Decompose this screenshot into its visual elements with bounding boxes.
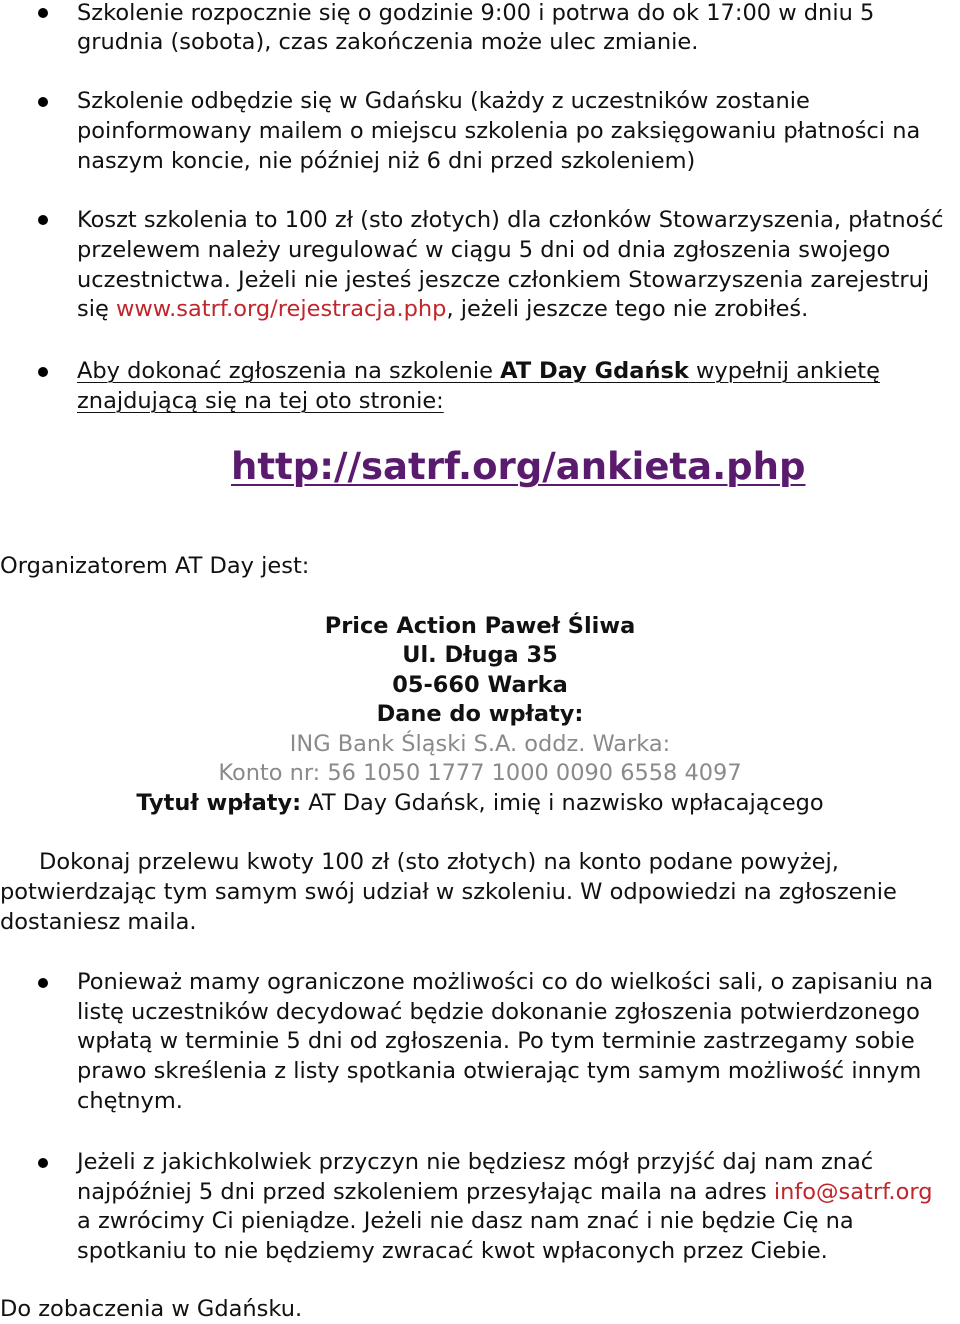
payment-heading: Dane do wpłaty: xyxy=(376,701,584,727)
bullet3-line2: przelewem należy uregulować w ciągu 5 dni od dnia zgłoszenia swojego xyxy=(77,237,891,263)
bullet-icon xyxy=(38,97,48,107)
bullet-icon xyxy=(38,978,48,988)
bullet4-line1-suffix: wypełnij ankietę xyxy=(688,358,880,384)
bullet5-line2: listę uczestników decydować będzie dokonanie zgłoszenia potwierdzonego xyxy=(77,999,920,1025)
organizer-heading: Organizatorem AT Day jest: xyxy=(0,553,310,579)
bullet2-line1: Szkolenie odbędzie się w Gdańsku (każdy z uczestników zostanie xyxy=(77,88,810,114)
bank-name: ING Bank Śląski S.A. oddz. Warka: xyxy=(289,731,671,757)
bullet-icon xyxy=(38,215,48,225)
bullet3-line4-prefix: się xyxy=(77,296,116,322)
transfer-line2: potwierdzając tym samym swój udział w szkoleniu. W odpowiedzi na zgłoszenie xyxy=(0,879,897,905)
bullet-icon xyxy=(38,8,48,18)
payment-title-value: AT Day Gdańsk, imię i nazwisko wpłacającego xyxy=(301,790,824,816)
bullet2-line2: poinformowany mailem o miejscu szkolenia po zaksięgowaniu płatności na xyxy=(77,118,921,144)
organizer-name: Price Action Paweł Śliwa xyxy=(324,613,636,639)
account-number: Konto nr: 56 1050 1777 1000 0090 6558 4097 xyxy=(218,760,742,786)
registration-link[interactable]: www.satrf.org/rejestracja.php xyxy=(115,296,447,322)
payment-title-label: Tytuł wpłaty: xyxy=(136,790,302,816)
ankieta-link[interactable]: http://satrf.org/ankieta.php xyxy=(231,445,806,488)
transfer-line3: dostaniesz maila. xyxy=(0,909,197,935)
bullet6-line4: spotkaniu to nie będziemy zwracać kwot wpłaconych przez Ciebie. xyxy=(77,1238,828,1264)
bullet3-line3: uczestnictwa. Jeżeli nie jesteś jeszcze członkiem Stowarzyszenia zarejestruj xyxy=(77,267,930,293)
email-link[interactable]: info@satrf.org xyxy=(773,1179,933,1205)
bullet3-line1: Koszt szkolenia to 100 zł (sto złotych) dla członków Stowarzyszenia, płatność xyxy=(77,207,944,233)
event-name: AT Day Gdańsk xyxy=(500,358,689,384)
bullet-icon xyxy=(38,1158,48,1168)
closing-line: Do zobaczenia w Gdańsku. xyxy=(0,1296,303,1322)
bullet2-line3: naszym koncie, nie później niż 6 dni przed szkoleniem) xyxy=(77,148,696,174)
bullet5-line5: chętnym. xyxy=(77,1088,183,1114)
bullet5-line4: prawo skreślenia z listy spotkania otwierając tym samym możliwość innym xyxy=(77,1058,922,1084)
bullet3-line4-suffix: , jeżeli jeszcze tego nie zrobiłeś. xyxy=(446,296,809,322)
bullet4-line1-prefix: Aby dokonać zgłoszenia na szkolenie xyxy=(77,358,501,384)
bullet6-line1: Jeżeli z jakichkolwiek przyczyn nie będziesz mógł przyjść daj nam znać xyxy=(77,1149,874,1175)
bullet3-line4 xyxy=(77,294,808,324)
organizer-street: Ul. Długa 35 xyxy=(402,642,558,668)
bullet5-line3: wpłatą w terminie 5 dni od zgłoszenia. Po tym terminie zastrzegamy sobie xyxy=(77,1028,915,1054)
bullet1-line1: Szkolenie rozpocznie się o godzinie 9:00 i potrwa do ok 17:00 w dniu 5 xyxy=(77,0,875,26)
bullet6-line2-prefix: najpóźniej 5 dni przed szkoleniem przesyłając maila na adres xyxy=(77,1179,774,1205)
bullet-icon xyxy=(38,367,48,377)
bullet6-line2 xyxy=(77,1177,932,1207)
bullet6-line3: a zwrócimy Ci pieniądze. Jeżeli nie dasz nam znać i nie będzie Cię na xyxy=(77,1208,854,1234)
bullet1-line2: grudnia (sobota), czas zakończenia może ulec zmianie. xyxy=(77,29,699,55)
transfer-line1: Dokonaj przelewu kwoty 100 zł (sto złotych) na konto podane powyżej, xyxy=(39,849,839,875)
payment-title xyxy=(1,788,959,818)
bullet4-line2: znajdującą się na tej oto stronie: xyxy=(77,388,444,414)
organizer-city: 05-660 Warka xyxy=(392,672,568,698)
bullet4-line1 xyxy=(77,356,880,386)
bullet5-line1: Ponieważ mamy ograniczone możliwości co do wielkości sali, o zapisaniu na xyxy=(77,969,934,995)
